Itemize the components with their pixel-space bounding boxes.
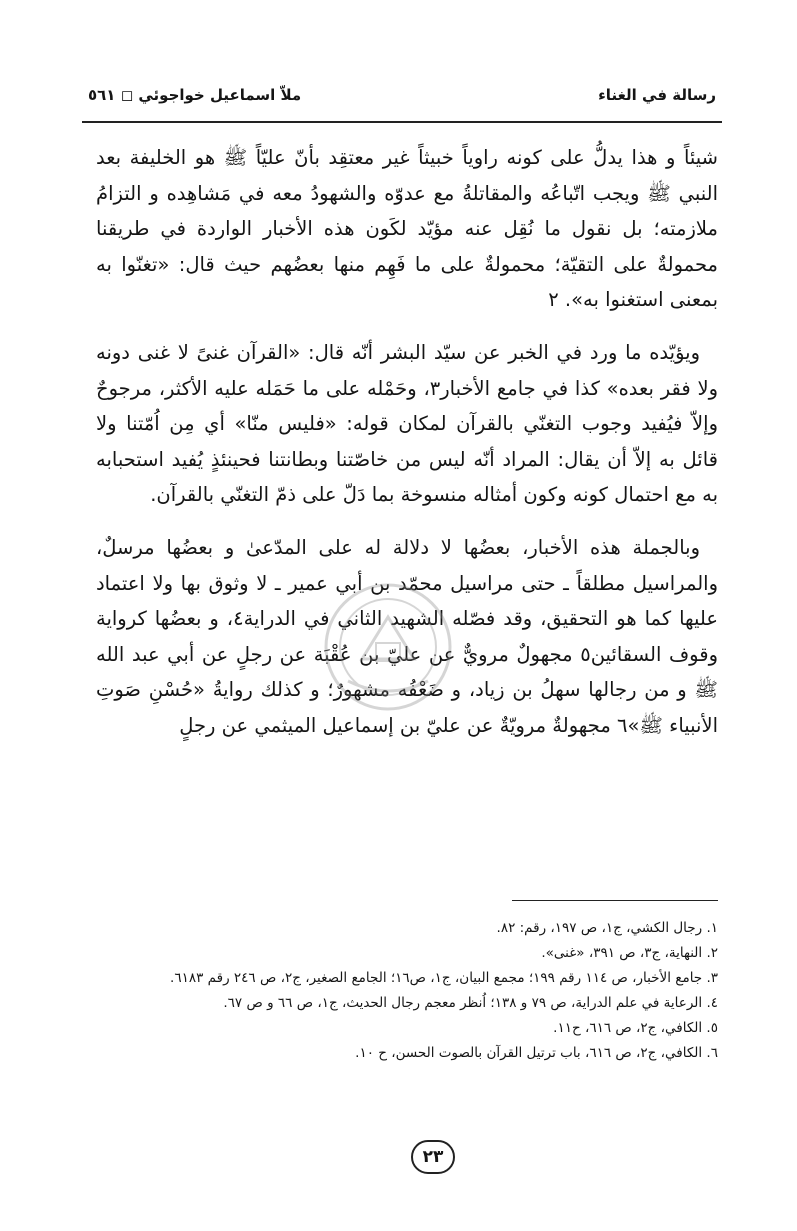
header-divider <box>82 121 722 123</box>
running-header <box>88 86 716 112</box>
header-book-title-page: ملاّ اسماعيل خواجوئي ◻ ٥٦١ <box>88 86 302 104</box>
header-chapter-title: رسالة في الغناء <box>598 86 716 104</box>
paragraph-3: وبالجملة هذه الأخبار، بعضُها لا دلالة له على المدّعىٰ و بعضُها مرسلٌ، والمراسيل مطلقاً ـ حتى مراسيل محمّد بن أبي عمير ـ لا وثوق بها ولا اعتماد عليها كما هو التحقيق، وقد فصّله الشهيد الثاني في الدراية٤، و بعضُها كرواية وقوف السقائين٥ مجهولٌ مرويٌّ عن عليّ بن عُقْبَة عن رجلٍ عن أبي عبد الله ﷺ و من رجالها سهلُ بن زياد، و ضَعْفُه مشهورٌ؛ و كذلك روايةُ «حُسْنِ صَوتِ الأنبياء ﷺ»٦ مجهولةٌ مرويّةٌ عن عليّ بن إسماعيل الميثمي عن رجلٍ <box>96 535 718 737</box>
footnote-5: ٥. الكافي، ج٢، ص ٦١٦، ح١١. <box>553 1020 718 1036</box>
footnote-divider <box>512 900 718 901</box>
footnote-6: ٦. الكافي، ج٢، ص ٦١٦، باب ترتيل القرآن بالصوت الحسن، ح ١٠. <box>355 1045 718 1061</box>
footnotes <box>96 916 718 1066</box>
footnote-2: ٢. النهاية، ج٣، ص ٣٩١، «غنى». <box>541 945 718 961</box>
paragraph-2: ويؤيّده ما ورد في الخبر عن سيّد البشر أنّه قال: «القرآن غنىً لا غنى دونه ولا فقر بعده» كذا في جامع الأخبار٣، وحَمْله على ما حَمَله عليه الأكثر، مرجوحٌ وإلاّ فيُفيد وجوب التغنّي بالقرآن لمكان قوله: «فليس منّا» أي مِن اُمّتنا ولا قائل به إلاّ أن يقال: المراد أنّه ليس من خاصّتنا وبطانتنا فحينئذٍ يُفيد استحبابه به مع احتمال كونه وكون أمثاله منسوخة بما دَلّ على ذمّ التغنّي بالقرآن. <box>96 340 718 507</box>
paragraph-1: شيئاً و هذا يدلُّ على كونه راوياً خبيثاً غير معتقِد بأنّ عليّاً ﷺ هو الخليفة بعد النبي ﷺ ويجب اتّباعُه والمقاتلةُ مع عدوّه والشهودُ معه في مَشاهِده و التزامُ ملازمته؛ بل نقول ما نُقِل عنه مؤيّد لكَون هذه الأخبار الواردة في طريقنا محمولةٌ على التقيّة؛ محمولةٌ على ما فَهِم منها بعضُهم حيث قال: «تغنّوا به بمعنى استغنوا به». ٢ <box>96 146 718 312</box>
library-seal-watermark <box>318 577 458 717</box>
footnote-4: ٤. الرعاية في علم الدراية، ص ٧٩ و ١٣٨؛ اُنظر معجم رجال الحديث، ج١، ص ٦٦ و ص ٦٧. <box>223 995 718 1011</box>
footnote-3: ٣. جامع الأخبار، ص ١١٤ رقم ١٩٩؛ مجمع البيان، ج١، ص١٦؛ الجامع الصغير، ج٢، ص ٢٤٦ رقم ٦١٨٣. <box>170 970 718 986</box>
footnote-1: ١. رجال الكشي، ج١، ص ١٩٧، رقم: ٨٢. <box>496 920 718 936</box>
page-number: ٢٣ <box>411 1140 455 1174</box>
